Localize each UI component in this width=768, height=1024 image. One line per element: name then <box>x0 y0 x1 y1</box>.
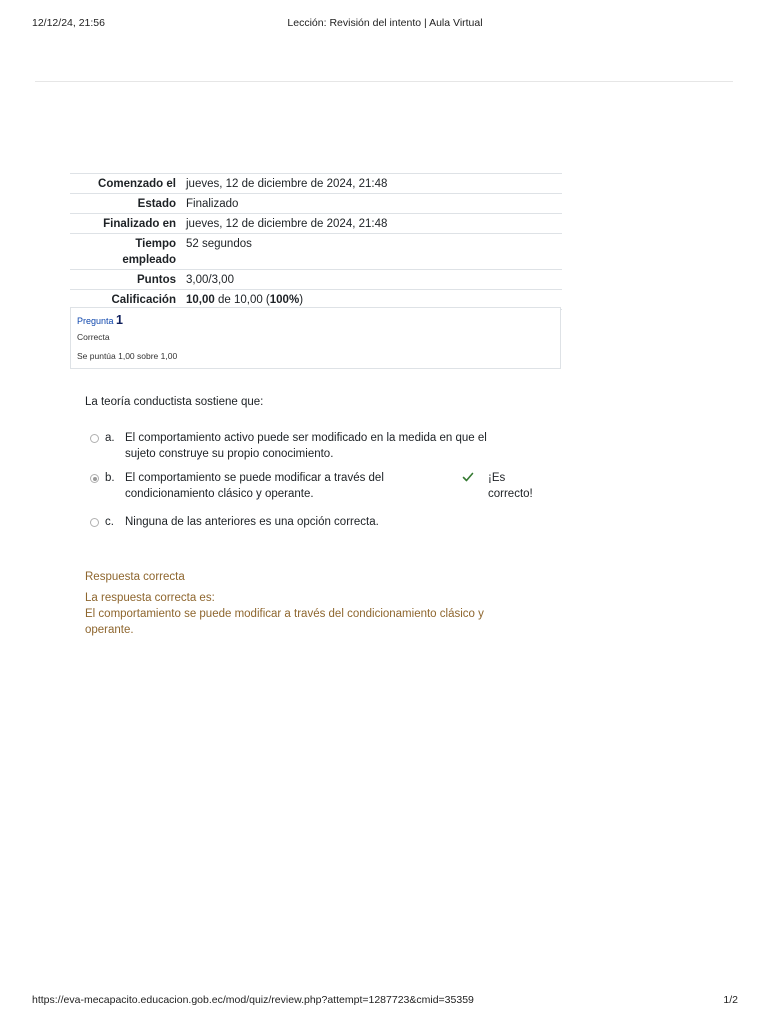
radio-button <box>90 434 99 443</box>
answer-letter: b. <box>105 472 115 484</box>
answer-text <box>125 470 384 502</box>
question-info-box <box>70 307 561 369</box>
page-url: https://eva-mecapacito.educacion.gob.ec/mod/quiz/review.php?attempt=1287723&cmid=35359 <box>32 994 474 1006</box>
answer-text-line: El comportamiento activo puede ser modificado en la medida en que el <box>125 432 487 444</box>
answer-text-line: sujeto construye su propio conocimiento. <box>125 448 334 460</box>
summary-row-completed <box>70 214 562 234</box>
print-datetime: 12/12/24, 21:56 <box>32 17 105 29</box>
answer-text <box>125 430 487 462</box>
feedback-line: correcto! <box>488 488 533 500</box>
right-answer-label: La respuesta correcta es: <box>85 592 215 604</box>
print-footer <box>32 994 738 1008</box>
check-icon <box>462 471 474 483</box>
summary-value: jueves, 12 de diciembre de 2024, 21:48 <box>182 214 562 234</box>
print-header <box>32 17 738 31</box>
right-answer-feedback <box>85 590 535 638</box>
question-text: La teoría conductista sostiene que: <box>85 396 264 408</box>
summary-value: Finalizado <box>182 194 562 214</box>
document-title: Lección: Revisión del intento | Aula Virtual <box>287 17 483 29</box>
summary-label-line: Tiempo <box>135 238 176 250</box>
summary-row-state <box>70 194 562 214</box>
attempt-summary-table <box>70 173 562 310</box>
radio-button-selected <box>90 474 99 483</box>
summary-row-time-taken <box>70 234 562 270</box>
answer-text-line: El comportamiento se puede modificar a través del <box>125 472 384 484</box>
header-divider <box>35 81 733 82</box>
grade-out-of: de 10,00 ( <box>214 294 270 306</box>
answer-text <box>125 514 379 530</box>
summary-label: Calificación <box>70 290 182 310</box>
answer-option-b <box>90 470 550 504</box>
answer-option-a <box>90 430 550 464</box>
question-prefix: Pregunta <box>77 316 114 326</box>
summary-label: Comenzado el <box>70 174 182 194</box>
question-grade: Se puntúa 1,00 sobre 1,00 <box>77 351 178 361</box>
summary-row-started <box>70 174 562 194</box>
question-number-value: 1 <box>116 313 123 327</box>
question-state: Correcta <box>77 332 110 342</box>
answer-text-line: Ninguna de las anteriores es una opción correcta. <box>125 516 379 528</box>
summary-label <box>70 234 182 270</box>
summary-label-line: empleado <box>122 254 176 266</box>
right-answer-line: El comportamiento se puede modificar a través del condicionamiento clásico y <box>85 608 484 620</box>
answer-letter: a. <box>105 432 115 444</box>
summary-row-marks <box>70 270 562 290</box>
summary-value: 52 segundos <box>182 234 562 270</box>
page-number: 1/2 <box>723 994 738 1006</box>
summary-label: Puntos <box>70 270 182 290</box>
grade-close: ) <box>299 294 304 306</box>
answer-option-c <box>90 514 550 532</box>
grade-percent: 100% <box>269 294 300 306</box>
summary-label: Finalizado en <box>70 214 182 234</box>
feedback-line: ¡Es <box>488 472 506 484</box>
radio-button <box>90 518 99 527</box>
answer-letter: c. <box>105 516 114 528</box>
summary-value: jueves, 12 de diciembre de 2024, 21:48 <box>182 174 562 194</box>
answer-text-line: condicionamiento clásico y operante. <box>125 488 314 500</box>
grade-value: 10,00 <box>186 294 215 306</box>
right-answer-line: operante. <box>85 624 134 636</box>
summary-label: Estado <box>70 194 182 214</box>
question-number <box>77 313 554 329</box>
general-feedback: Respuesta correcta <box>85 571 185 583</box>
answer-feedback <box>488 470 548 502</box>
summary-value: 3,00/3,00 <box>182 270 562 290</box>
